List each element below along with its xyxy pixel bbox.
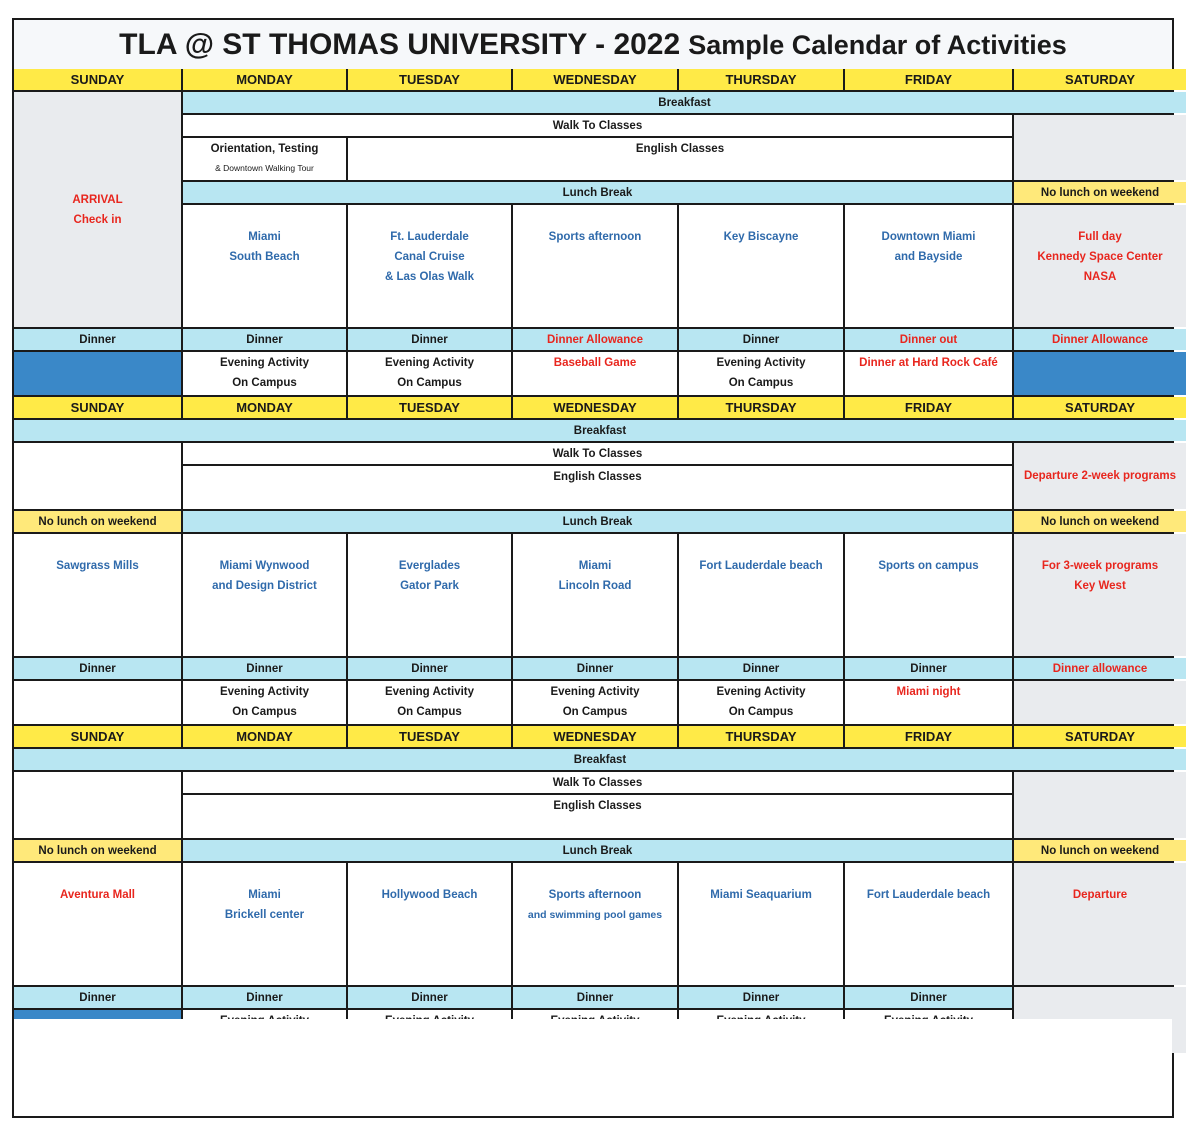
on-campus-label: On Campus [232,706,297,718]
dinner-saturday: Dinner Allowance [1014,329,1186,350]
day-header-sunday: SUNDAY [14,397,181,418]
day-header-tuesday: TUESDAY [348,726,511,747]
walk-to-classes-row: Walk To Classes [183,115,1012,136]
day-header-thursday: THURSDAY [679,69,843,90]
dinner-friday: Dinner [845,987,1012,1008]
dinner-wednesday: Dinner [513,987,677,1008]
evening-activity-label: Evening Activity [716,686,806,698]
dinner-monday: Dinner [183,658,346,679]
day-header-friday: FRIDAY [845,726,1012,747]
english-classes-row: English Classes [348,138,1012,180]
day-header-monday: MONDAY [183,397,346,418]
dinner-monday: Dinner [183,329,346,350]
lunch-break-row: Lunch Break [183,182,1012,203]
day-header-friday: FRIDAY [845,397,1012,418]
activity-line: & Las Olas Walk [384,271,475,283]
activity-saturday [1014,863,1186,985]
dinner-thursday: Dinner [679,658,843,679]
lunch-break-row: Lunch Break [183,511,1012,532]
activity-line: Full day [1078,231,1122,243]
calendar-grid [14,69,1177,1019]
evening-thursday [679,352,843,395]
day-header-tuesday: TUESDAY [348,397,511,418]
dinner-wednesday: Dinner [513,658,677,679]
activity-thursday [679,863,843,985]
evening-wednesday [513,681,677,724]
activity-sunday [14,534,181,656]
evening-label: Baseball Game [553,357,637,369]
activity-line: South Beach [229,251,300,263]
dinner-friday: Dinner [845,658,1012,679]
day-header-friday: FRIDAY [845,69,1012,90]
orientation-label: Orientation, Testing [210,143,319,155]
on-campus-label: On Campus [728,706,794,718]
evening-monday [183,352,346,395]
evening-saturday-empty [1014,352,1186,395]
activity-sunday [14,863,181,985]
activity-saturday [1014,205,1186,327]
evening-tuesday [348,681,511,724]
day-header-saturday: SATURDAY [1014,726,1186,747]
dinner-sunday: Dinner [14,658,181,679]
day-header-wednesday: WEDNESDAY [513,69,677,90]
activity-tuesday [348,863,511,985]
dinner-thursday: Dinner [679,987,843,1008]
activity-line: Key West [1074,580,1126,592]
breakfast-row: Breakfast [14,749,1186,770]
activity-line: NASA [1083,271,1117,283]
orientation-cell [183,138,346,180]
evening-thursday [679,681,843,724]
evening-saturday-empty [1014,681,1186,724]
dinner-monday: Dinner [183,987,346,1008]
departure-2-week: Departure 2-week programs [1014,443,1186,509]
breakfast-row: Breakfast [183,92,1186,113]
blank-footer-area [14,1019,1172,1116]
lunch-break-row: Lunch Break [183,840,1012,861]
sunday-morning-empty [14,772,181,838]
dinner-sunday: Dinner [14,987,181,1008]
day-header-wednesday: WEDNESDAY [513,726,677,747]
dinner-tuesday: Dinner [348,329,511,350]
activity-tuesday [348,534,511,656]
day-header-wednesday: WEDNESDAY [513,397,677,418]
breakfast-row: Breakfast [14,420,1186,441]
evening-activity-label: Evening Activity [219,686,310,698]
evening-sunday-empty [14,352,181,395]
activity-line: Ft. Lauderdale [390,231,469,243]
title-sub: Sample Calendar of Activities [688,29,1067,60]
activity-monday [183,863,346,985]
activity-line: Sports afternoon [548,889,642,901]
activity-thursday [679,205,843,327]
activity-line: Departure [1072,889,1128,901]
activity-line: Sports on campus [878,560,979,572]
no-lunch-sunday: No lunch on weekend [14,840,181,861]
on-campus-label: On Campus [232,377,297,389]
activity-line: and swimming pool games [527,909,663,921]
day-header-monday: MONDAY [183,726,346,747]
walking-tour-label: & Downtown Walking Tour [215,163,314,173]
activity-line: Lincoln Road [558,580,632,592]
activity-line: Sports afternoon [548,231,642,243]
arrival-label: ARRIVAL [72,193,123,206]
activity-wednesday [513,534,677,656]
evening-friday [845,352,1012,395]
on-campus-label: On Campus [562,706,628,718]
day-header-tuesday: TUESDAY [348,69,511,90]
day-header-thursday: THURSDAY [679,726,843,747]
dinner-friday: Dinner out [845,329,1012,350]
dinner-thursday: Dinner [679,329,843,350]
activity-line: and Design District [212,580,317,592]
english-classes-row: English Classes [183,466,1012,509]
activity-friday [845,863,1012,985]
evening-activity-label: Evening Activity [384,686,475,698]
evening-activity-label: Evening Activity [384,357,475,369]
on-campus-label: On Campus [397,706,462,718]
evening-activity-label: Evening Activity [219,357,310,369]
no-lunch-saturday: No lunch on weekend [1014,511,1186,532]
activity-friday [845,534,1012,656]
dinner-saturday: Dinner allowance [1014,658,1186,679]
dinner-sunday: Dinner [14,329,181,350]
saturday-morning-empty [1014,115,1186,180]
activity-line: Miami [578,560,612,572]
walk-to-classes-row: Walk To Classes [183,772,1012,793]
on-campus-label: On Campus [397,377,462,389]
evening-wednesday [513,352,677,395]
activity-line: Brickell center [224,909,305,921]
evening-tuesday [348,352,511,395]
activity-line: Fort Lauderdale beach [866,889,991,901]
evening-sunday-empty [14,681,181,724]
arrival-cell [14,92,181,327]
activity-line: Everglades [398,560,461,572]
no-lunch-sunday: No lunch on weekend [14,511,181,532]
calendar-title [12,18,1174,70]
dinner-tuesday: Dinner [348,658,511,679]
activity-wednesday [513,205,677,327]
no-lunch-saturday: No lunch on weekend [1014,840,1186,861]
evening-label: Dinner at Hard Rock Café [859,357,998,369]
activity-line: Sawgrass Mills [56,560,139,572]
activity-line: Kennedy Space Center [1037,251,1163,263]
activity-line: Fort Lauderdale beach [699,560,823,572]
evening-activity-label: Evening Activity [550,686,640,698]
saturday-morning-empty [1014,772,1186,838]
day-header-sunday: SUNDAY [14,69,181,90]
activity-tuesday [348,205,511,327]
activity-line: Miami [248,231,281,243]
activity-saturday [1014,534,1186,656]
check-in-label: Check in [73,213,122,226]
activity-line: Hollywood Beach [381,889,478,901]
activity-thursday [679,534,843,656]
activity-line: Miami Seaquarium [710,889,812,901]
activity-line: Key Biscayne [723,231,799,243]
evening-friday [845,681,1012,724]
english-classes-row: English Classes [183,795,1012,838]
evening-label: Miami night [896,686,961,698]
no-lunch-saturday: No lunch on weekend [1014,182,1186,203]
walk-to-classes-row: Walk To Classes [183,443,1012,464]
sunday-morning-empty [14,443,181,509]
day-header-thursday: THURSDAY [679,397,843,418]
activity-wednesday [513,863,677,985]
activity-monday [183,205,346,327]
activity-line: For 3-week programs [1041,560,1159,572]
title-main: TLA @ ST THOMAS UNIVERSITY - 2022 [119,28,681,61]
evening-monday [183,681,346,724]
dinner-wednesday: Dinner Allowance [513,329,677,350]
activity-line: Gator Park [400,580,459,592]
activity-line: and Bayside [894,251,963,263]
activity-monday [183,534,346,656]
activity-friday [845,205,1012,327]
activity-line: Miami [248,889,281,901]
evening-activity-label: Evening Activity [716,357,806,369]
activity-line: Canal Cruise [394,251,465,263]
dinner-tuesday: Dinner [348,987,511,1008]
day-header-saturday: SATURDAY [1014,69,1186,90]
day-header-saturday: SATURDAY [1014,397,1186,418]
activity-line: Aventura Mall [60,889,135,901]
activity-line: Miami Wynwood [219,560,310,572]
day-header-sunday: SUNDAY [14,726,181,747]
on-campus-label: On Campus [728,377,794,389]
activity-line: Downtown Miami [881,231,976,243]
day-header-monday: MONDAY [183,69,346,90]
